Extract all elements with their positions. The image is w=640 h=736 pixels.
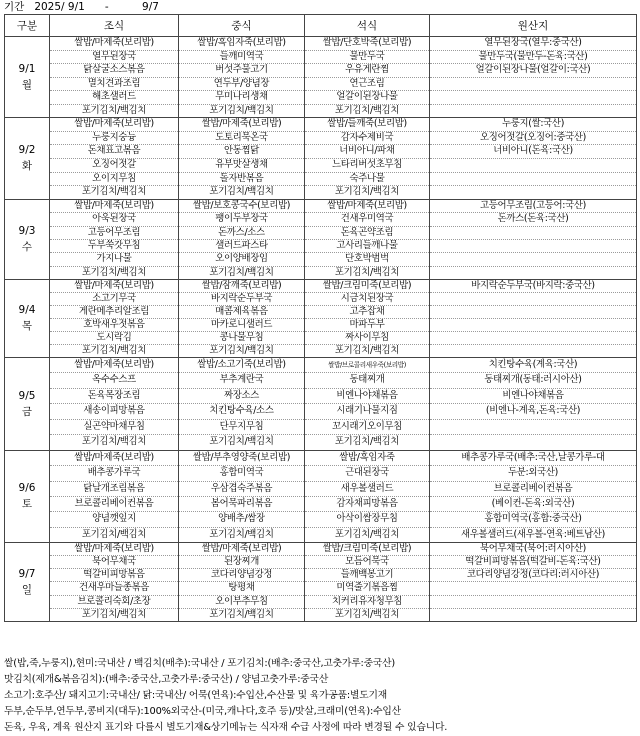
menu-item: 돈육곤약조림 — [305, 227, 429, 240]
header-breakfast: 조식 — [50, 15, 179, 37]
menu-item: 누룽지숭늉 — [50, 132, 178, 146]
menu-item: 새우볼샐러드 — [305, 482, 429, 497]
origin-item: (베이컨-돈육:외국산) — [430, 497, 636, 512]
dinner-cell — [305, 37, 430, 118]
period-end: 9/7 — [142, 1, 159, 13]
origin-cell — [430, 37, 637, 118]
menu-item: 닭날개조림볶음 — [50, 482, 178, 497]
header-origin: 원산지 — [430, 15, 637, 37]
origin-item — [430, 435, 636, 450]
menu-item: 비엔나야채볶음 — [305, 389, 429, 405]
menu-item: 짜사이무침 — [305, 332, 429, 345]
lunch-cell — [179, 37, 305, 118]
lunch-cell — [179, 118, 305, 200]
menu-item: 고사리들깨나물 — [305, 240, 429, 253]
breakfast-cell — [50, 279, 179, 357]
menu-item: 포기김치/백김치 — [209, 528, 274, 540]
origin-item — [430, 105, 636, 118]
origin-cell — [430, 199, 637, 279]
menu-item: 아삭이쌈장무침 — [305, 512, 429, 527]
origin-cell — [430, 450, 637, 542]
menu-item: 브로콜리숙회/초장 — [50, 596, 178, 609]
day-row — [5, 199, 637, 279]
day-date: 9/6 — [18, 482, 36, 495]
day-date: 9/2 — [18, 144, 36, 157]
menu-item: 샐러드파스타 — [179, 240, 304, 253]
menu-item: 단무지무침 — [179, 420, 304, 436]
menu-item: 오이양배장임 — [179, 253, 304, 266]
menu-item: 쌀밥/마제죽(보리밥) — [50, 543, 178, 556]
menu-item: 건새우마늘종볶음 — [50, 582, 178, 595]
menu-item: 옥수수스프 — [50, 373, 178, 389]
menu-item: 치커리유자청무침 — [305, 596, 429, 609]
menu-item: 콩나물무침 — [179, 332, 304, 345]
menu-item: 떡갈비피망볶음 — [50, 569, 178, 582]
menu-item: 포기김치/백김치 — [81, 104, 147, 116]
menu-item: 도토리묵온국 — [179, 132, 304, 146]
origin-item: 돈까스(돈육:국산) — [430, 213, 636, 226]
menu-item: 돈까스/소스 — [179, 227, 304, 240]
origin-item — [430, 159, 636, 173]
origin-note: 맛김치(제개&볶음김치):(배추:중국산,고춧가루:중국산) / 양념고춧가루:중국산 — [4, 674, 329, 685]
menu-item: 포기김치/백김치 — [81, 266, 147, 278]
header-lunch: 중식 — [179, 15, 305, 37]
menu-item: 실곤약마채무침 — [50, 420, 178, 436]
menu-item: 쌀밥/마제죽(보리밥) — [305, 200, 429, 213]
menu-item: 숙주나물 — [305, 173, 429, 187]
origin-item: 물만두국(물만두-돈육:국산) — [430, 51, 636, 65]
menu-item: 쌀밥/단호박죽(보리밥) — [305, 37, 429, 51]
menu-item: 우유게란찜 — [305, 64, 429, 78]
origin-item — [430, 240, 636, 253]
menu-item: 마파두부 — [305, 319, 429, 332]
menu-item: 무미나리생채 — [179, 91, 304, 105]
menu-item: 포기김치/백김치 — [334, 186, 400, 198]
menu-item: 포기김치/백김치 — [334, 104, 400, 116]
menu-item: 안동찜닭 — [179, 145, 304, 159]
menu-item: 아욱된장국 — [50, 213, 178, 226]
menu-item: 우삼겹숙주볶음 — [179, 482, 304, 497]
lunch-cell — [179, 542, 305, 621]
menu-item: 멸치견과조림 — [50, 78, 178, 92]
menu-item: 바지락순두부국 — [179, 293, 304, 306]
origin-item: 바지락순두부국(바지락:중국산) — [430, 280, 636, 293]
menu-period — [4, 0, 159, 14]
breakfast-cell — [50, 542, 179, 621]
day-row — [5, 37, 637, 118]
origin-note: 두부,순두부,연두부,콩비지(대두):100%외국산-(미국,캐나다,호주 등)/맛살,크래미(연육):수입산 — [4, 706, 401, 717]
origin-item — [430, 319, 636, 332]
menu-item: 포기김치/백김치 — [209, 436, 274, 448]
day-weekday: 수 — [21, 241, 33, 254]
menu-item: 치킨탕수육/소스 — [179, 404, 304, 420]
origin-item: 동태찌개(동태:러시아산) — [430, 373, 636, 389]
menu-item: 오이부추무침 — [179, 596, 304, 609]
menu-item: 건새우미역국 — [305, 213, 429, 226]
origin-item — [430, 186, 636, 199]
origin-item: 브로콜리베이컨볶음 — [430, 482, 636, 497]
menu-item: 포기김치/백김치 — [209, 104, 274, 116]
menu-item: 포기김치/백김치 — [209, 266, 274, 278]
menu-item: 마카로니샐러드 — [179, 319, 304, 332]
day-cell — [5, 37, 50, 118]
menu-item: 팽이두부장국 — [179, 213, 304, 226]
origin-item — [430, 173, 636, 187]
menu-item: 소고기무국 — [50, 293, 178, 306]
menu-item: 시래기나물지짐 — [305, 404, 429, 420]
menu-item: 쌀밥/마제죽(보리밥) — [179, 543, 304, 556]
origin-cell — [430, 542, 637, 621]
menu-item: 미역줄기볶음찜 — [305, 582, 429, 595]
menu-item: 배추콩가루국 — [50, 466, 178, 481]
menu-item: 모듬어묵국 — [305, 556, 429, 569]
day-date: 9/7 — [18, 567, 36, 580]
breakfast-cell — [50, 357, 179, 450]
origin-item — [430, 253, 636, 266]
menu-item: 단호박범벅 — [305, 253, 429, 266]
menu-item: 양념깻잎지 — [50, 512, 178, 527]
menu-item: 들깨미역국 — [179, 51, 304, 65]
menu-item: 동태찌개 — [305, 373, 429, 389]
day-cell — [5, 279, 50, 357]
origin-item: 오징어젓갈(오징어:중국산) — [430, 132, 636, 146]
day-weekday: 토 — [21, 498, 33, 511]
day-date: 9/5 — [18, 389, 36, 402]
menu-item: 포기김치/백김치 — [81, 344, 147, 356]
breakfast-cell — [50, 37, 179, 118]
menu-item: 물만두국 — [305, 51, 429, 65]
menu-item: 쌀밥/마제죽(보리밥) — [50, 118, 178, 132]
dinner-cell — [305, 118, 430, 200]
dinner-cell — [305, 450, 430, 542]
origin-item — [430, 345, 636, 357]
day-cell — [5, 118, 50, 200]
menu-item: 쌀밥/마제죽(보리밥) — [50, 451, 178, 466]
header-row — [5, 15, 637, 37]
menu-item: 들깨백봉고기 — [305, 569, 429, 582]
origin-item: 너비아니(돈육:국산) — [430, 145, 636, 159]
day-cell — [5, 542, 50, 621]
origin-item — [430, 267, 636, 279]
menu-item: 쌀밥/마제죽(보리밥) — [50, 358, 178, 374]
period-dash: - — [104, 1, 109, 13]
origin-item: 코다리양념강정(코다리:러시아산) — [430, 569, 636, 582]
menu-item: 돌자반볶음 — [179, 173, 304, 187]
origin-item — [430, 227, 636, 240]
menu-item: 연근조림 — [305, 78, 429, 92]
menu-item: 시금치된장국 — [305, 293, 429, 306]
origin-item — [430, 332, 636, 345]
menu-item: 포기김치/백김치 — [209, 344, 274, 356]
lunch-cell — [179, 450, 305, 542]
origin-item — [430, 582, 636, 595]
menu-item: 홍합미역국 — [179, 466, 304, 481]
menu-item: 게란메추리알조림 — [50, 306, 178, 319]
day-row — [5, 450, 637, 542]
menu-item: 포기김치/백김치 — [334, 528, 400, 540]
menu-item: 쌀밥/마제죽(보리밥) — [50, 200, 178, 213]
menu-item: 감자수제비국 — [305, 132, 429, 146]
lunch-cell — [179, 279, 305, 357]
menu-item: 닭살굴소스볶음 — [50, 64, 178, 78]
menu-item: 해초샐러드 — [50, 91, 178, 105]
menu-item: 쌀밥/흑임자죽 — [305, 451, 429, 466]
day-cell — [5, 450, 50, 542]
day-date: 9/1 — [18, 63, 36, 75]
menu-item: 포기김치/백김치 — [334, 266, 400, 278]
day-date: 9/3 — [18, 225, 36, 238]
menu-item: 양배추/쌈장 — [179, 512, 304, 527]
dinner-cell — [305, 199, 430, 279]
origin-cell — [430, 357, 637, 450]
menu-item: 고추잡채 — [305, 306, 429, 319]
header-category: 구분 — [5, 15, 50, 37]
menu-item: 북어무채국 — [50, 556, 178, 569]
menu-item: 쌀밥/마제죽(보리밥) — [50, 37, 178, 51]
dinner-cell — [305, 279, 430, 357]
origin-item: 비엔나야채볶음 — [430, 389, 636, 405]
header-dinner: 석식 — [305, 15, 430, 37]
menu-item: 포기김치/백김치 — [334, 344, 400, 356]
menu-item: 포기김치/백김치 — [209, 608, 274, 620]
menu-item: 포기김치/백김치 — [334, 436, 400, 448]
menu-item: 오징어젓갈 — [50, 159, 178, 173]
day-weekday: 금 — [21, 405, 33, 418]
menu-item: 짜장소스 — [179, 389, 304, 405]
day-weekday: 일 — [21, 583, 33, 596]
origin-item: 누룽지(쌀:국산) — [430, 118, 636, 132]
menu-item: 근대된장국 — [305, 466, 429, 481]
menu-item: 꼬시래기오이무침 — [305, 420, 429, 436]
menu-item: 쌀밥/마제죽(보리밥) — [50, 280, 178, 293]
period-start: 2025/ 9/1 — [34, 1, 85, 13]
origin-item: 떡갈비피망볶음(떡갈비-돈육:국산) — [430, 556, 636, 569]
day-weekday: 목 — [21, 320, 33, 333]
menu-item: 버섯주물고기 — [179, 64, 304, 78]
origin-item: 홍합미역국(홍합:중국산) — [430, 512, 636, 527]
menu-item: 쌀밥/부추영양죽(보리밥) — [179, 451, 304, 466]
origin-item: 북어무채국(북어:러시아산) — [430, 543, 636, 556]
origin-note: 돈육, 우육, 계육 원산지 표기와 다를시 별도기재&상기메뉴는 식자재 수급 사정에 따라 변경될 수 있습니다. — [4, 722, 448, 733]
menu-item: 포기김치/백김치 — [81, 436, 147, 448]
origin-item — [430, 91, 636, 105]
day-date: 9/4 — [18, 304, 36, 317]
lunch-cell — [179, 357, 305, 450]
origin-item: 고등어무조림(고등어:국산) — [430, 200, 636, 213]
origin-item: 배추콩가루국(배추:국산,날콩가루-대 — [430, 451, 636, 466]
menu-item: 쌀밥/크림미죽(보리밥) — [305, 280, 429, 293]
menu-item: 포기김치/백김치 — [81, 608, 147, 620]
origin-item — [430, 596, 636, 609]
menu-item: 쌀밥/크림미죽(보리밥) — [305, 543, 429, 556]
breakfast-cell — [50, 118, 179, 200]
menu-item: 포기김치/백김치 — [81, 528, 147, 540]
day-weekday: 화 — [21, 160, 33, 173]
menu-item: 너비아니/파채 — [305, 145, 429, 159]
menu-item: 두부쑥갓무침 — [50, 240, 178, 253]
menu-item: 포기김치/백김치 — [209, 186, 274, 198]
menu-item: 얼갈이된장나물 — [305, 91, 429, 105]
menu-item: 된장찌개 — [179, 556, 304, 569]
weekly-menu-table — [4, 14, 637, 622]
dinner-cell — [305, 357, 430, 450]
origin-item — [430, 293, 636, 306]
menu-item: 쌀밥/들깨죽(보리밥) — [305, 118, 429, 132]
period-label: 기간 — [4, 1, 25, 13]
menu-item: 부추계란국 — [179, 373, 304, 389]
menu-item: 쌀밥/잠깨죽(보리밥) — [179, 280, 304, 293]
day-row — [5, 542, 637, 621]
menu-item: 쌀밥/마제죽(보리밥) — [179, 118, 304, 132]
menu-item: 쌀밥/흑임자죽(보리밥) — [179, 37, 304, 51]
day-weekday: 월 — [21, 79, 33, 91]
menu-item: 브로콜리베이컨볶음 — [50, 497, 178, 512]
menu-item: 오이지무침 — [50, 173, 178, 187]
menu-item: 연두부/양념장 — [179, 78, 304, 92]
day-row — [5, 279, 637, 357]
menu-item: 감자채피망볶음 — [305, 497, 429, 512]
day-cell — [5, 199, 50, 279]
menu-item: 포기김치/백김치 — [334, 608, 400, 620]
menu-item: 고등어무조림 — [50, 227, 178, 240]
origin-item: 치킨탕수육(계육:국산) — [430, 358, 636, 374]
menu-item: 쌀밥/보호콩국수(보리밥) — [179, 200, 304, 213]
menu-item: 돈육목장조림 — [50, 389, 178, 405]
origin-cell — [430, 279, 637, 357]
day-row — [5, 118, 637, 200]
menu-item: 가지나물 — [50, 253, 178, 266]
origin-item — [430, 78, 636, 92]
menu-item: 탕평채 — [179, 582, 304, 595]
origin-item: 열무된장국(열무:중국산) — [430, 37, 636, 51]
origin-notes — [4, 656, 636, 736]
menu-item: 매콤제육볶음 — [179, 306, 304, 319]
origin-item: 새우볼샐러드(새우볼-연육:베트남산) — [460, 528, 605, 540]
menu-item: 돈채표고볶음 — [50, 145, 178, 159]
origin-item — [430, 306, 636, 319]
origin-item: 두분:외국산) — [430, 466, 636, 481]
origin-cell — [430, 118, 637, 200]
origin-item: (비엔나-계육,돈육:국산) — [430, 404, 636, 420]
day-row — [5, 357, 637, 450]
menu-item: 유부맛살생채 — [179, 159, 304, 173]
origin-note: 쌀(밥,죽,누룽지),현미:국내산 / 백김치(배추):국내산 / 포기김치:(배추:중국산,고춧가루:중국산) — [4, 658, 395, 669]
menu-item: 포기김치/백김치 — [81, 186, 147, 198]
breakfast-cell — [50, 450, 179, 542]
dinner-cell — [305, 542, 430, 621]
menu-item: 열무된장국 — [50, 51, 178, 65]
origin-item — [430, 420, 636, 436]
origin-note: 소고기:호주산/ 돼지고기:국내산/ 닭:국내산/ 어묵(연육):수입산,수산물 및 육가공품:별도기재 — [4, 690, 388, 701]
origin-item: 얼갈이된장나물(얼갈이:국산) — [430, 64, 636, 78]
menu-item: 도시락김 — [50, 332, 178, 345]
menu-item: 쌀밥/소고기죽(보리밥) — [179, 358, 304, 374]
breakfast-cell — [50, 199, 179, 279]
menu-item: 새송이피망볶음 — [50, 404, 178, 420]
lunch-cell — [179, 199, 305, 279]
menu-item: 코다리양념강정 — [179, 569, 304, 582]
menu-item: 호박새우젓볶음 — [50, 319, 178, 332]
origin-item — [430, 609, 636, 621]
menu-item: 봄어묵파리볶음 — [179, 497, 304, 512]
menu-item: 쌀밥/브로콜리새우죽(보리밥) — [305, 358, 429, 374]
menu-item: 느타리버섯초무침 — [305, 159, 429, 173]
day-cell — [5, 357, 50, 450]
